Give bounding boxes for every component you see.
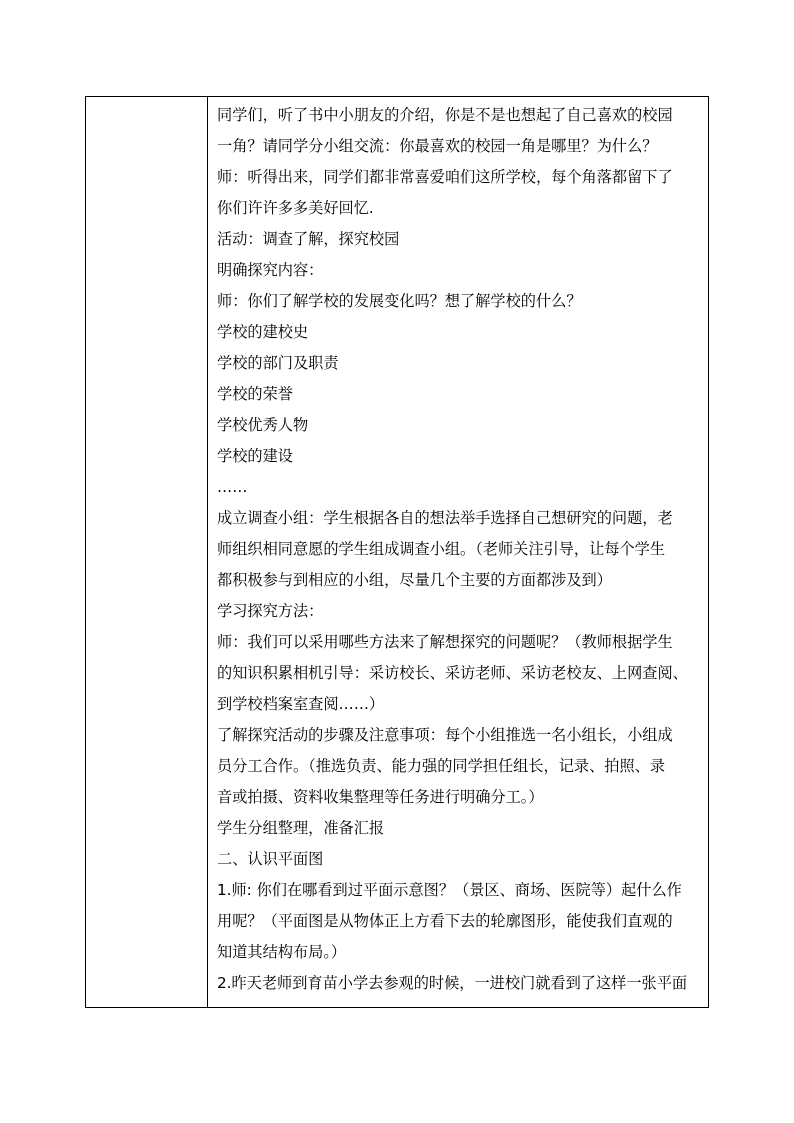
text-line: 明确探究内容：	[217, 261, 324, 279]
text-line: 员分工合作。（推选负责、能力强的同学担任组长，记录、拍照、录	[217, 757, 666, 775]
table-content-cell	[208, 97, 708, 1007]
text-line: 学校的建设	[217, 447, 293, 465]
text-line: 成立调查小组：学生根据各自的想法举手选择自己想研究的问题，老	[217, 509, 673, 527]
text-line: 你们许许多多美好回忆.	[217, 199, 374, 217]
text-line: 同学们，听了书中小朋友的介绍，你是不是也想起了自己喜欢的校园	[217, 106, 673, 124]
text-line: 到学校档案室查阅……）	[217, 695, 385, 713]
text-line: 师组织相同意愿的学生组成调查小组。（老师关注引导，让每个学生	[217, 540, 666, 558]
text-line: 用呢？（平面图是从物体正上方看下去的轮廓图形，能使我们直观的	[217, 912, 673, 930]
text-line: ……	[217, 478, 248, 496]
text-line: 学校优秀人物	[217, 416, 309, 434]
text-line: 学习探究方法：	[217, 602, 324, 620]
text-line: 1.师: 你们在哪看到过平面示意图？（景区、商场、医院等）起什么作	[217, 881, 682, 899]
text-line: 师：你们了解学校的发展变化吗？想了解学校的什么？	[217, 292, 582, 310]
text-line: 的知识积累相机引导：采访校长、采访老师、采访老校友、上网查阅、	[217, 664, 688, 682]
text-line: 学校的部门及职责	[217, 354, 339, 372]
text-line: 学校的建校史	[217, 323, 309, 341]
lesson-table	[85, 96, 709, 1008]
text-line: 活动：调查了解，探究校园	[217, 230, 400, 248]
text-line: 学校的荣誉	[217, 385, 293, 403]
text-line: 了解探究活动的步骤及注意事项：每个小组推选一名小组长，小组成	[217, 726, 673, 744]
text-line: 一角？请同学分小组交流：你最喜欢的校园一角是哪里？为什么？	[217, 137, 658, 155]
text-line: 二、认识平面图	[217, 850, 324, 868]
text-line: 音或拍摄、资料收集整理等任务进行明确分工。）	[217, 788, 544, 806]
text-line: 师：听得出来，同学们都非常喜爱咱们这所学校，每个角落都留下了	[217, 168, 673, 186]
text-line: 师：我们可以采用哪些方法来了解想探究的问题呢？（教师根据学生	[217, 633, 673, 651]
text-line: 2.昨天老师到育苗小学去参观的时候，一进校门就看到了这样一张平面	[217, 974, 688, 992]
text-line: 知道其结构布局。）	[217, 943, 347, 961]
text-line: 学生分组整理，准备汇报	[217, 819, 385, 837]
table-left-cell	[86, 97, 208, 1007]
text-line: 都积极参与到相应的小组，尽量几个主要的方面都涉及到）	[217, 571, 612, 589]
